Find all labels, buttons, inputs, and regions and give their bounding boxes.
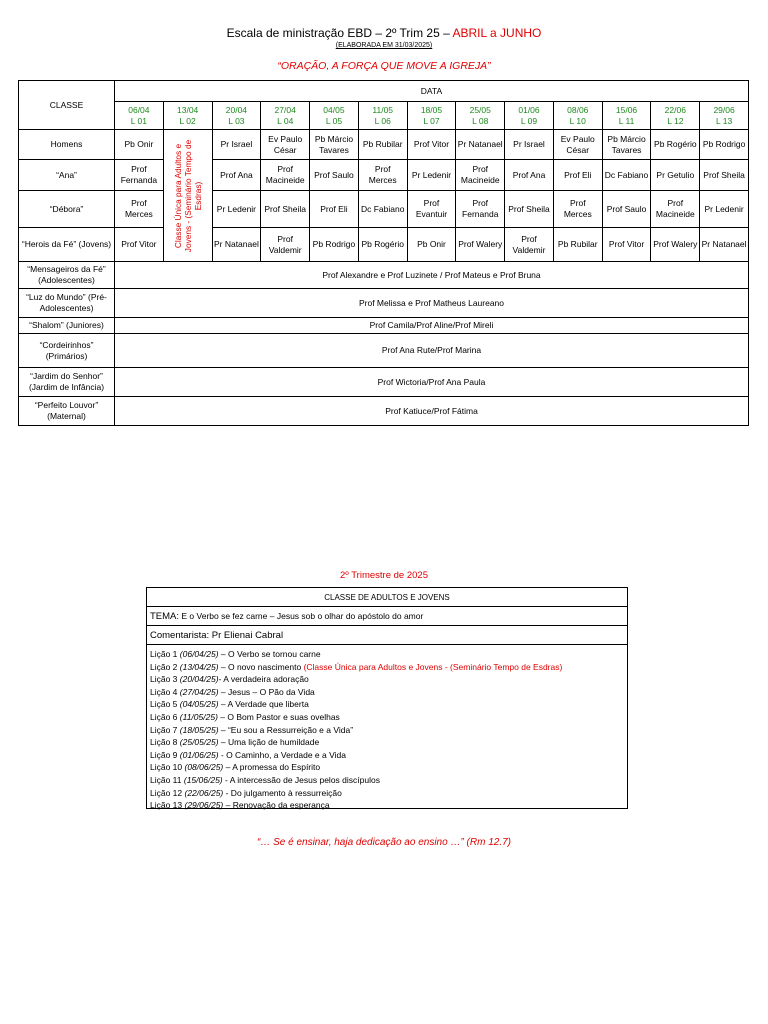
theme-value: E o Verbo se fez carne – Jesus sob o olhar do apóstolo do amor — [179, 611, 424, 621]
lesson-title: – Jesus – O Pão da Vida — [218, 686, 315, 697]
lesson-date: (29/06/25) — [184, 800, 224, 811]
date-header-cell — [310, 102, 359, 130]
lesson-number: L 04 — [277, 115, 294, 126]
fixed-schedule-row — [19, 289, 749, 318]
class-name: “Ana” — [19, 160, 115, 191]
lesson-date: (11/05/25) — [179, 711, 218, 722]
date-header-cell — [456, 102, 505, 130]
lesson-label: Lição 12 — [150, 787, 185, 798]
lesson-date: (22/06/25) — [184, 787, 224, 798]
teacher-cell: Prof Vitor — [602, 228, 651, 262]
schedule-row — [19, 160, 749, 191]
lesson-date: (15/06/25) — [183, 774, 223, 785]
teacher-cell: Prof Merces — [553, 191, 602, 228]
teacher-cell: Prof Vitor — [407, 130, 456, 160]
teacher-cell: Prof Saulo — [602, 191, 651, 228]
lesson-label: Lição 6 — [150, 711, 180, 722]
fixed-teachers: Prof Wictoria/Prof Ana Paula — [115, 368, 749, 397]
lesson-item — [150, 673, 627, 686]
teacher-cell: Pr Ledenir — [407, 160, 456, 191]
date-label: 25/05 — [469, 104, 491, 115]
lesson-item — [150, 711, 627, 724]
title-highlight: ABRIL a JUNHO — [452, 26, 542, 40]
lesson-number: L 08 — [472, 115, 489, 126]
class-title: CLASSE DE ADULTOS E JOVENS — [147, 588, 627, 607]
lesson-item — [150, 724, 627, 737]
lesson-item — [150, 661, 627, 674]
fixed-teachers: Prof Katiuce/Prof Fátima — [115, 397, 749, 426]
lesson-date: (25/05/25) — [179, 737, 219, 748]
header-row — [19, 81, 749, 102]
teacher-cell: Prof Walery — [651, 228, 700, 262]
date-header-cell — [212, 102, 261, 130]
lesson-label: Lição 3 — [150, 674, 180, 685]
teacher-cell: Prof Macineide — [456, 160, 505, 191]
class-column-header: CLASSE — [19, 81, 115, 130]
teacher-cell: Ev Paulo César — [553, 130, 602, 160]
teacher-cell: Prof Walery — [456, 228, 505, 262]
fixed-schedule-row — [19, 334, 749, 368]
lesson-number: L 03 — [228, 115, 245, 126]
lesson-item — [150, 648, 627, 661]
title-main: Escala de ministração EBD – 2º Trim 25 – — [226, 26, 453, 40]
commentator: Comentarista: Pr Elienai Cabral — [147, 626, 627, 645]
fixed-teachers: Prof Camila/Prof Aline/Prof Mireli — [115, 318, 749, 334]
teacher-cell: Pr Israel — [505, 130, 554, 160]
lesson-item — [150, 761, 627, 774]
teacher-cell: Prof Merces — [358, 160, 407, 191]
teacher-cell: Pb Rubilar — [358, 130, 407, 160]
class-name: “Luz do Mundo” (Pré-Adolescentes) — [19, 289, 115, 318]
date-label: 06/04 — [128, 104, 150, 115]
teacher-cell: Prof Fernanda — [456, 191, 505, 228]
teacher-cell: Pr Natanael — [456, 130, 505, 160]
lesson-label: Lição 11 — [150, 774, 184, 785]
lesson-title: - A intercessão de Jesus pelos discípulos — [222, 774, 380, 785]
lesson-title: – O Bom Pastor e suas ovelhas — [217, 711, 340, 722]
lesson-date: (04/05/25) — [179, 699, 219, 710]
lesson-title: – Uma lição de humildade — [218, 737, 320, 748]
lesson-number: L 11 — [618, 115, 635, 126]
teacher-cell: Pr Ledenir — [700, 191, 749, 228]
lesson-label: Lição 2 — [150, 661, 180, 672]
teacher-cell: Prof Ana — [505, 160, 554, 191]
fixed-teachers: Prof Ana Rute/Prof Marina — [115, 334, 749, 368]
merged-class-note-cell — [163, 130, 212, 262]
teacher-cell: Dc Fabiano — [358, 191, 407, 228]
lesson-label: Lição 1 — [150, 649, 180, 659]
teacher-cell: Dc Fabiano — [602, 160, 651, 191]
lesson-number: L 02 — [179, 115, 196, 126]
class-name: Homens — [19, 130, 115, 160]
teacher-cell: Prof Vitor — [115, 228, 164, 262]
date-label: 18/05 — [420, 104, 443, 115]
schedule-row — [19, 228, 749, 262]
class-name: “Perfeito Louvor” (Maternal) — [19, 397, 115, 426]
teacher-cell: Prof Evantuir — [407, 191, 456, 228]
teacher-cell: Prof Eli — [310, 191, 359, 228]
date-label: 29/06 — [713, 104, 735, 115]
date-header-cell — [602, 102, 651, 130]
date-label: 08/06 — [567, 104, 589, 115]
teacher-cell: Pb Rodrigo — [310, 228, 359, 262]
teacher-cell: Pb Onir — [115, 130, 164, 160]
teacher-cell: Pr Natanael — [212, 228, 261, 262]
class-name: “Mensageiros da Fé” (Adolescentes) — [19, 262, 115, 289]
lesson-item — [150, 774, 627, 787]
lesson-title: – A promessa do Espírito — [223, 762, 321, 773]
date-label: 27/04 — [274, 104, 296, 115]
theme-label: TEMA: — [150, 611, 180, 622]
class-name: “Shalom” (Juniores) — [19, 318, 115, 334]
lesson-item — [150, 736, 627, 749]
lesson-item — [150, 749, 627, 762]
lesson-number: L 12 — [667, 115, 684, 126]
teacher-cell: Prof Ana — [212, 160, 261, 191]
elaboration-date: (ELABORADA EM 31/03/2025) — [335, 42, 433, 49]
lesson-title: – Renovação da esperança — [223, 800, 330, 811]
lesson-note: (Classe Única para Adultos e Jovens - (Seminário Tempo de Esdras) — [303, 661, 563, 672]
date-column-header: DATA — [115, 81, 749, 102]
lesson-number: L 06 — [374, 115, 391, 126]
teacher-cell: Prof Sheila — [261, 191, 310, 228]
date-header-cell — [163, 102, 212, 130]
lesson-date: (01/06/25) — [179, 749, 219, 760]
class-name: “Jardim do Senhor” (Jardim de Infância) — [19, 368, 115, 397]
schedule-body — [19, 81, 749, 426]
teacher-cell: Pb Rogério — [651, 130, 700, 160]
lesson-title: – “Eu sou a Ressurreição e a Vida” — [218, 724, 354, 735]
schedule-row — [19, 130, 749, 160]
date-header-cell — [407, 102, 456, 130]
class-name: “Débora” — [19, 191, 115, 228]
lesson-item — [150, 799, 627, 812]
lesson-title: - A verdadeira adoração — [218, 674, 309, 685]
date-header-cell — [261, 102, 310, 130]
lesson-item — [150, 698, 627, 711]
class-name: “Herois da Fé” (Jovens) — [19, 228, 115, 262]
date-label: 01/06 — [518, 104, 540, 115]
page-title — [0, 26, 768, 40]
lesson-title: – O Verbo se tornou carne — [218, 649, 321, 659]
schedule-table — [18, 80, 749, 426]
lesson-date: (08/06/25) — [184, 762, 224, 773]
date-header-cell — [505, 102, 554, 130]
fixed-schedule-row — [19, 397, 749, 426]
lesson-item — [150, 787, 627, 800]
teacher-cell: Prof Valdemir — [505, 228, 554, 262]
teacher-cell: Prof Merces — [115, 191, 164, 228]
teacher-cell: Ev Paulo César — [261, 130, 310, 160]
lesson-number: L 10 — [569, 115, 586, 126]
lesson-label: Lição 13 — [150, 800, 185, 811]
lesson-label: Lição 7 — [150, 724, 180, 735]
lesson-label: Lição 10 — [150, 762, 185, 773]
lesson-number: L 01 — [130, 115, 147, 126]
teacher-cell: Pb Márcio Tavares — [310, 130, 359, 160]
theme-row — [147, 607, 627, 626]
lesson-date: (18/05/25) — [179, 724, 219, 735]
lesson-title: - O Caminho, a Verdade e a Vida — [218, 749, 346, 760]
teacher-cell: Prof Valdemir — [261, 228, 310, 262]
motto: “ORAÇÃO, A FORÇA QUE MOVE A IGREJA” — [277, 60, 491, 72]
lessons-box — [146, 587, 628, 809]
lesson-number: L 13 — [715, 115, 733, 126]
lesson-label: Lição 8 — [150, 737, 180, 748]
teacher-cell: Prof Macineide — [651, 191, 700, 228]
teacher-cell: Pb Rogério — [358, 228, 407, 262]
fixed-schedule-row — [19, 368, 749, 397]
fixed-schedule-row — [19, 318, 749, 334]
lesson-item — [150, 686, 627, 699]
date-label: 20/04 — [225, 104, 248, 115]
merged-class-note: Classe Única para Adultos e Jovens - (Seminário Tempo de Esdras) — [172, 139, 203, 252]
teacher-cell: Prof Sheila — [700, 160, 749, 191]
lesson-title: – A Verdade que liberta — [218, 699, 309, 710]
date-label: 22/06 — [664, 104, 686, 115]
date-label: 04/05 — [323, 104, 345, 115]
teacher-cell: Pb Onir — [407, 228, 456, 262]
teacher-cell: Prof Saulo — [310, 160, 359, 191]
bible-verse: “… Se é ensinar, haja dedicação ao ensino …” (Rm 12.7) — [256, 837, 512, 848]
lesson-number: L 07 — [423, 115, 440, 126]
teacher-cell: Pr Israel — [212, 130, 261, 160]
lesson-date: (27/04/25) — [179, 686, 219, 697]
teacher-cell: Prof Sheila — [505, 191, 554, 228]
teacher-cell: Pr Natanael — [700, 228, 749, 262]
lesson-title: – O novo nascimento — [218, 661, 304, 672]
date-header-cell — [553, 102, 602, 130]
lesson-date: (06/04/25) — [179, 649, 219, 659]
schedule-row — [19, 191, 749, 228]
date-header-cell — [358, 102, 407, 130]
dates-row — [19, 102, 749, 130]
lesson-label: Lição 9 — [150, 749, 180, 760]
lesson-date: (20/04/25) — [179, 674, 219, 685]
teacher-cell: Pr Ledenir — [212, 191, 261, 228]
fixed-teachers: Prof Melissa e Prof Matheus Laureano — [115, 289, 749, 318]
fixed-schedule-row — [19, 262, 749, 289]
date-header-cell — [651, 102, 700, 130]
date-label: 15/06 — [615, 104, 638, 115]
lesson-number: L 09 — [520, 115, 538, 126]
teacher-cell: Prof Fernanda — [115, 160, 164, 191]
class-name: “Cordeirinhos” (Primários) — [19, 334, 115, 368]
fixed-teachers: Prof Alexandre e Prof Luzinete / Prof Mateus e Prof Bruna — [115, 262, 749, 289]
date-label: 11/05 — [372, 104, 394, 115]
lesson-number: L 05 — [325, 115, 343, 126]
date-header-cell — [700, 102, 749, 130]
date-label: 13/04 — [177, 104, 199, 115]
lesson-list — [147, 645, 627, 812]
lesson-date: (13/04/25) — [179, 661, 219, 672]
teacher-cell: Pr Getulio — [651, 160, 700, 191]
lesson-title: - Do julgamento à ressurreição — [223, 787, 342, 798]
lesson-label: Lição 4 — [150, 686, 180, 697]
teacher-cell: Pb Rubilar — [553, 228, 602, 262]
teacher-cell: Prof Macineide — [261, 160, 310, 191]
teacher-cell: Prof Eli — [553, 160, 602, 191]
lesson-label: Lição 5 — [150, 699, 180, 710]
trimester-title: 2º Trimestre de 2025 — [340, 570, 428, 581]
date-header-cell — [115, 102, 164, 130]
teacher-cell: Pb Rodrigo — [700, 130, 749, 160]
teacher-cell: Pb Márcio Tavares — [602, 130, 651, 160]
